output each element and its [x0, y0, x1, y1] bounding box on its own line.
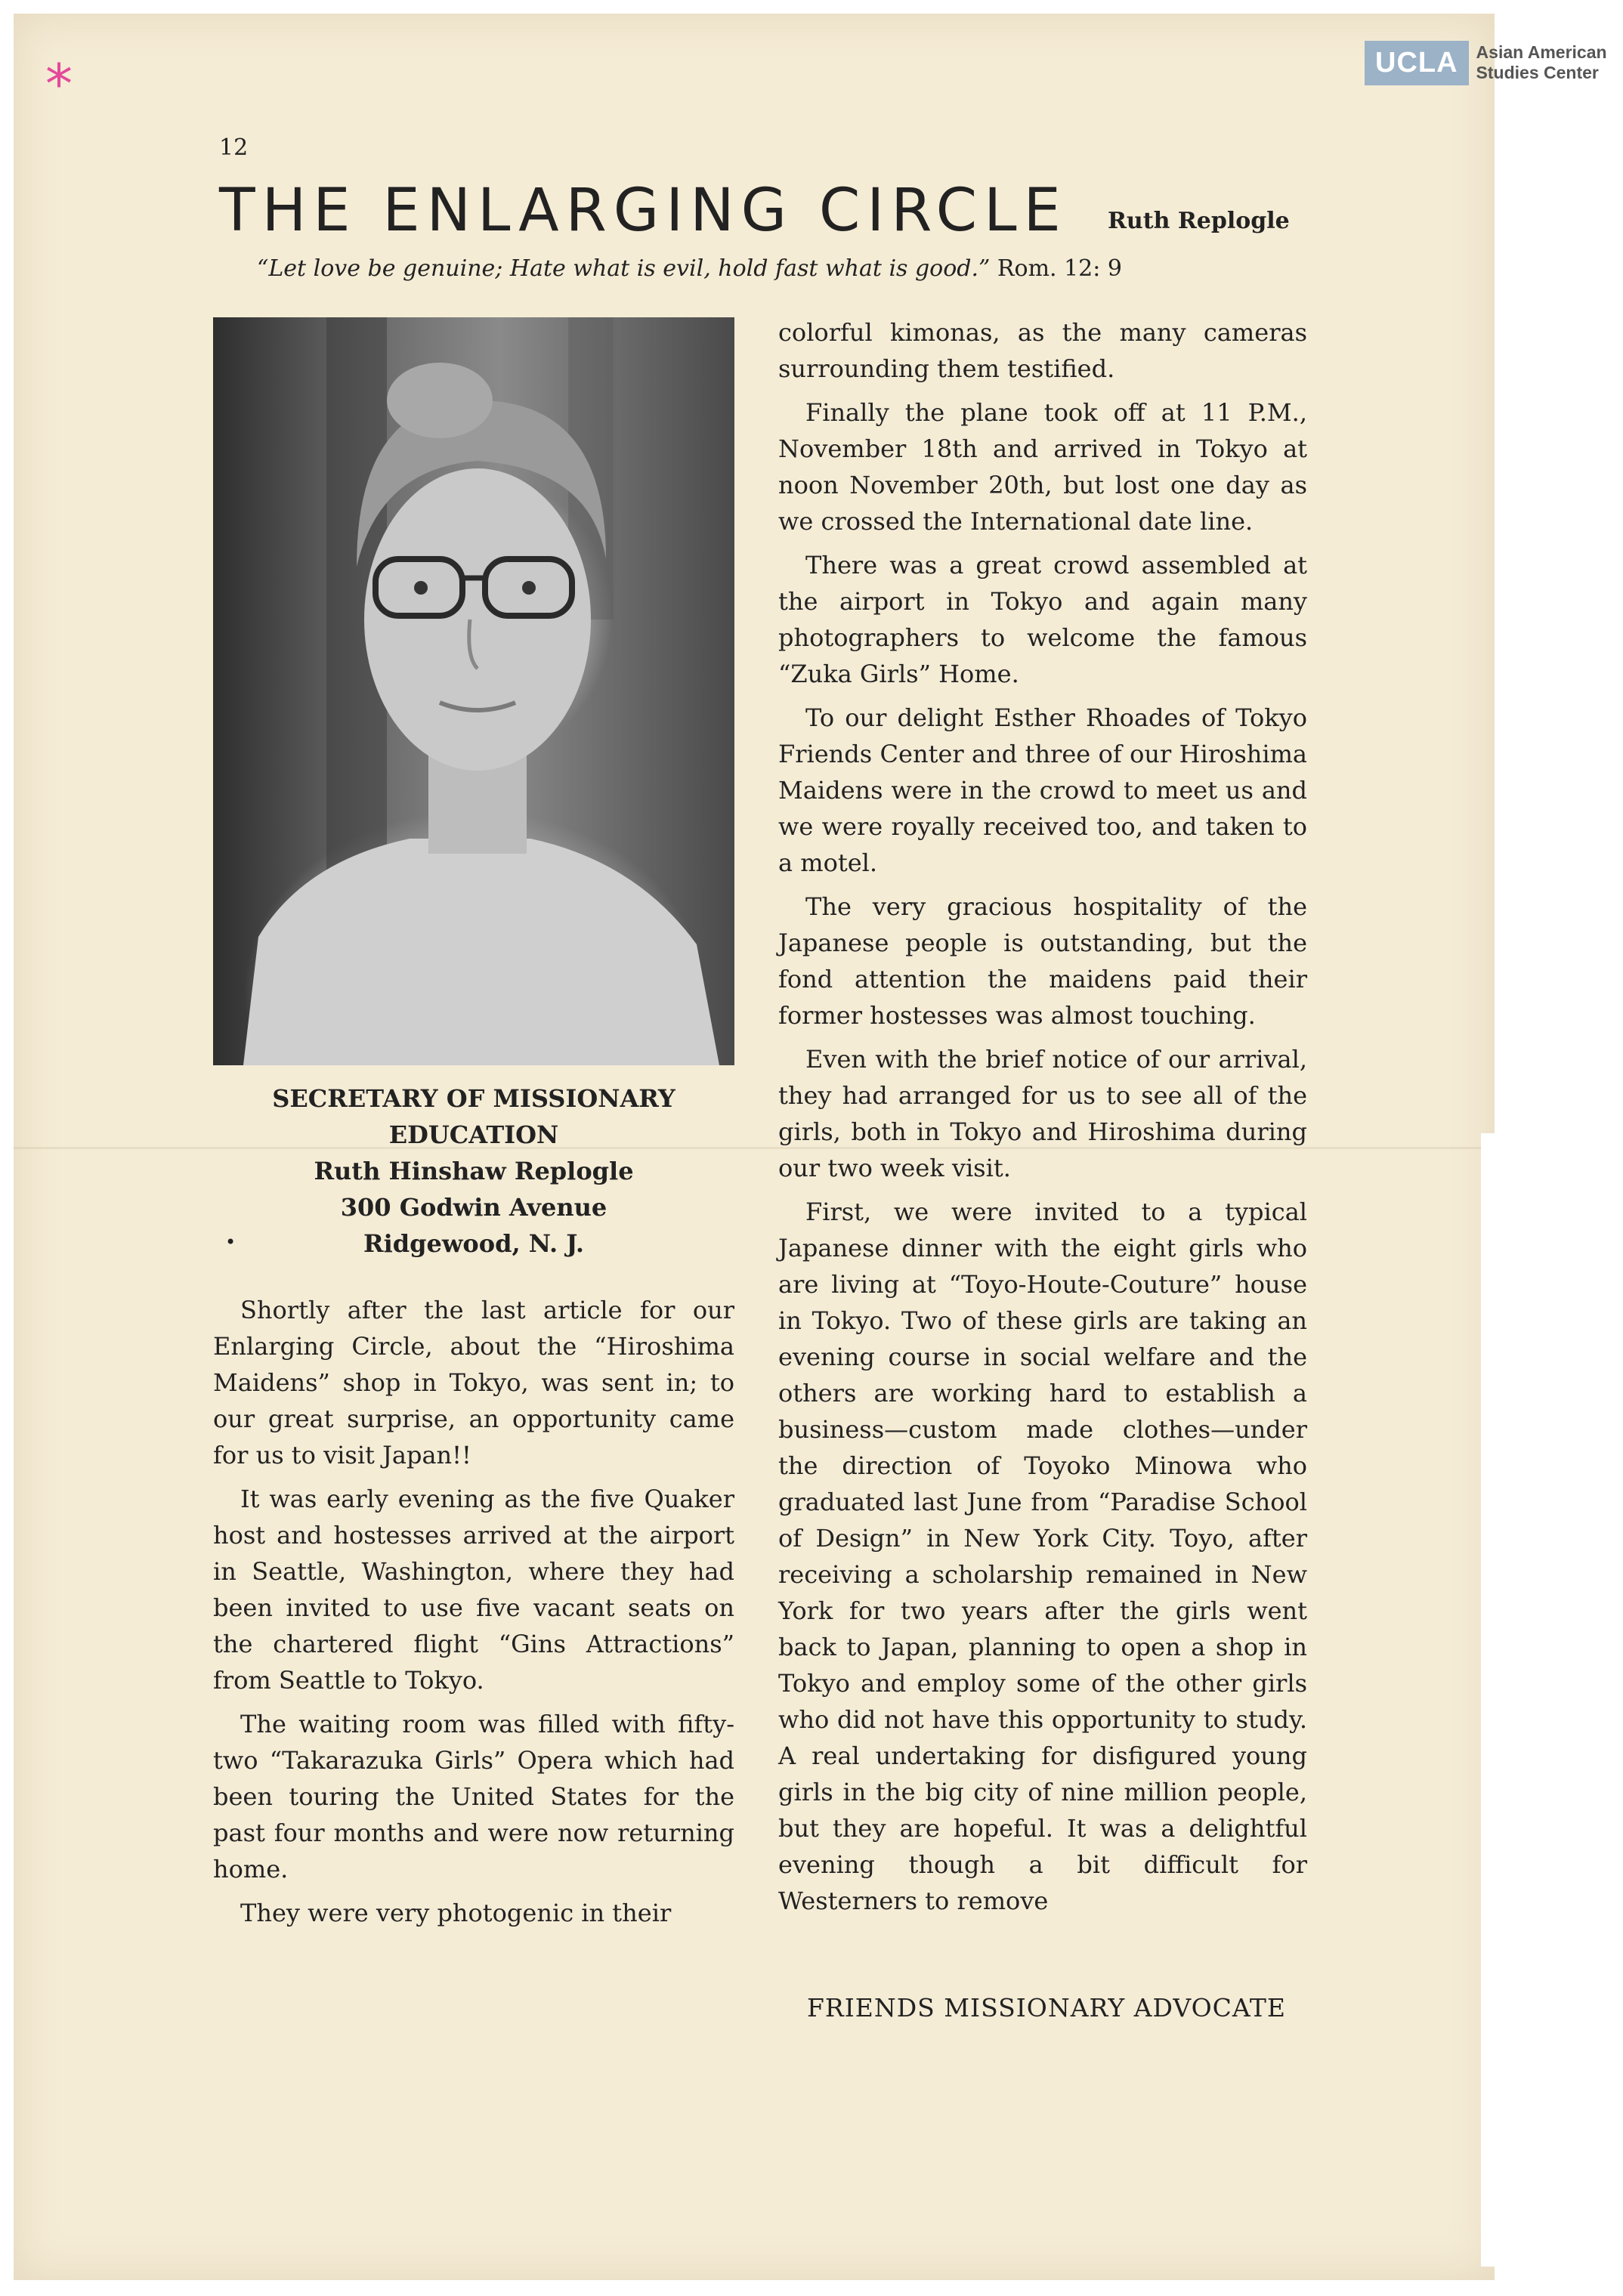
logo-line-1: Asian American — [1476, 42, 1607, 62]
author-portrait-photo — [213, 317, 734, 1065]
logo-line-2: Studies Center — [1476, 63, 1599, 82]
portrait-illustration — [213, 317, 734, 1065]
ucla-logo — [1365, 36, 1607, 89]
paragraph: Even with the brief notice of our arrival, they had arranged for us to see all of the girls, both in Tokyo and Hiroshima during our two week visit. — [778, 1045, 1307, 1182]
left-text-column — [213, 1292, 734, 1939]
paragraph: colorful kimonas, as the many cameras surrounding them testified. — [778, 318, 1307, 383]
quote-text: “Let love be genuine; Hate what is evil, hold fast what is good.” — [257, 255, 991, 282]
paragraph: To our delight Esther Rhoades of Tokyo Friends Center and three of our Hiroshima Maidens were in the crowd to meet us and we were royally received too, and taken to a motel. — [778, 703, 1307, 877]
page-title: THE ENLARGING CIRCLE — [219, 177, 1068, 245]
paragraph: The very gracious hospitality of the Japanese people is outstanding, but the fond attention the maidens paid their former hostesses was almost touching. — [778, 892, 1307, 1030]
caption-title-line-1: SECRETARY OF MISSIONARY — [272, 1084, 675, 1113]
quote-reference: Rom. 12: 9 — [997, 255, 1122, 282]
scripture-quote — [257, 255, 1122, 282]
paragraph: First, we were invited to a typical Japanese dinner with the eight girls who are living at “Toyo-Houte-Couture” house in Tokyo. Two of these girls are taking an evening course in social welfare and the others are working hard to establish a business—custom made clothes—under the direction of Toyoko Minowa who graduated last June from “Paradise School of Design” in New York City. Toyo, after receiving a scholarship remained in New York for two years after the girls went back to Japan, planning to open a shop in Tokyo and employ some of the other girls who did not have this opportunity to study. A real undertaking for disfigured young girls in the big city of nine million people, but they are hopeful. It was a delightful evening though a bit difficult for Westerners to remove — [778, 1197, 1307, 1915]
photo-caption — [213, 1080, 734, 1262]
caption-title-line-2: EDUCATION — [388, 1120, 559, 1149]
publication-footer: FRIENDS MISSIONARY ADVOCATE — [806, 1993, 1287, 2023]
logo-text — [1476, 42, 1607, 83]
asterisk-mark: * — [45, 52, 73, 116]
caption-city: Ridgewood, N. J. — [363, 1229, 585, 1258]
right-text-column — [778, 314, 1307, 1927]
logo-mark: UCLA — [1365, 41, 1469, 85]
paragraph: The waiting room was filled with fifty-two “Takarazuka Girls” Opera which had been touring the United States for the past four months and were now returning home. — [213, 1710, 734, 1883]
page-number: 12 — [219, 134, 249, 161]
bullet-mark: • — [225, 1231, 236, 1253]
torn-edge — [1481, 1133, 1511, 2267]
author-byline: Ruth Replogle — [1108, 208, 1290, 234]
paragraph: Finally the plane took off at 11 P.M., November 18th and arrived in Tokyo at noon November 20th, but lost one day as we crossed the International date line. — [778, 398, 1307, 536]
caption-street: 300 Godwin Avenue — [340, 1193, 607, 1222]
paragraph: There was a great crowd assembled at the airport in Tokyo and again many photographers to welcome the famous “Zuka Girls” Home. — [778, 551, 1307, 688]
caption-name: Ruth Hinshaw Replogle — [314, 1157, 634, 1185]
paragraph: They were very photogenic in their — [240, 1899, 672, 1927]
paragraph: It was early evening as the five Quaker host and hostesses arrived at the airport in Seattle, Washington, where they had been invited to use five vacant seats on the chartered flight “Gins Attractions” from Seattle to Tokyo. — [213, 1485, 734, 1695]
paragraph: Shortly after the last article for our Enlarging Circle, about the “Hiroshima Maidens” shop in Tokyo, was sent in; to our great surprise, an opportunity came for us to visit Japan!! — [213, 1296, 734, 1469]
